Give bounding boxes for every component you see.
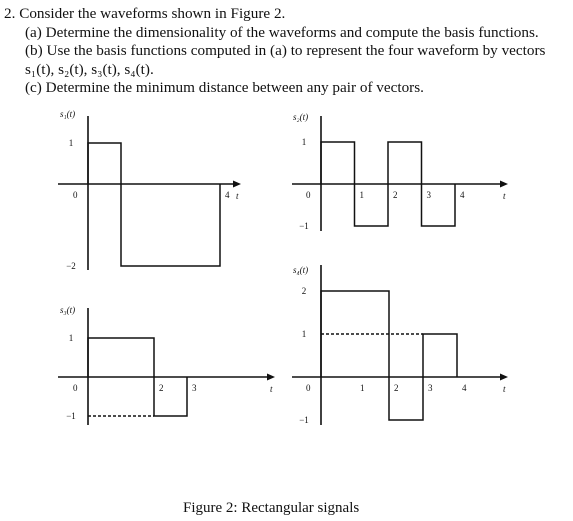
plot2-t-label: t	[503, 191, 506, 201]
plot2-ytick-−1: −1	[299, 221, 309, 231]
plot1-t-label: t	[236, 191, 239, 201]
plot1-ytick-1: 1	[68, 138, 74, 148]
plot2-xtick-2: 2	[393, 190, 398, 200]
plot4-xtick-2: 2	[394, 383, 399, 393]
plot4-waveform	[321, 291, 457, 420]
question-part-b: (b) Use the basis functions computed in (a) to represent the four waveform by vectors	[25, 42, 546, 59]
plot4-t-label: t	[503, 384, 506, 394]
plot2-x-axis-arrow	[500, 181, 508, 188]
question-part-b-continued: s₁(t), s₂(t), s₃(t), s₄(t).	[25, 60, 154, 78]
question-lead: Consider the waveforms shown in Figure 2.	[19, 5, 286, 22]
plot2-label: s₂(t)	[293, 112, 309, 122]
plot2-xtick-0: 0	[306, 190, 311, 200]
plot3-ytick-1: 1	[68, 333, 74, 343]
plot4-label: s₄(t)	[293, 265, 309, 275]
question-number: 2.	[4, 5, 16, 22]
plot2-xtick-3: 3	[426, 190, 431, 200]
plot2-xtick-1: 1	[359, 190, 364, 200]
figure-caption: Figure 2: Rectangular signals	[183, 500, 360, 516]
question-part-c: (c) Determine the minimum distance between any pair of vectors.	[25, 79, 424, 96]
plot4-ytick-−1: −1	[299, 415, 309, 425]
plot4-x-axis-arrow	[500, 374, 508, 381]
plot1-xtick-4: 4	[225, 190, 230, 200]
plot3-t-label: t	[270, 384, 273, 394]
plot4-ytick-1: 1	[301, 329, 307, 339]
plot2-xtick-4: 4	[460, 190, 465, 200]
plot3-xtick-2: 2	[159, 383, 164, 393]
plot1-xtick-0: 0	[73, 190, 78, 200]
plot4-xtick-0: 0	[306, 383, 311, 393]
plot4-xtick-1: 1	[360, 383, 365, 393]
plot1-ytick-−2: −2	[66, 261, 76, 271]
plot1-label: s₁(t)	[60, 109, 76, 119]
plot3-x-axis-arrow	[267, 374, 275, 381]
plot2-ytick-1: 1	[301, 137, 307, 147]
plot3-label: s₃(t)	[60, 305, 76, 315]
plot3-ytick-−1: −1	[66, 411, 76, 421]
question-part-a: (a) Determine the dimensionality of the waveforms and compute the basis functions.	[25, 23, 539, 41]
plot3-xtick-3: 3	[192, 383, 197, 393]
plot4-xtick-4: 4	[462, 383, 467, 393]
plot1-x-axis-arrow	[233, 181, 241, 188]
plot4-ytick-2: 2	[301, 286, 307, 296]
plot3-xtick-0: 0	[73, 383, 78, 393]
plot4-xtick-3: 3	[428, 383, 433, 393]
plot1-waveform	[88, 143, 220, 266]
